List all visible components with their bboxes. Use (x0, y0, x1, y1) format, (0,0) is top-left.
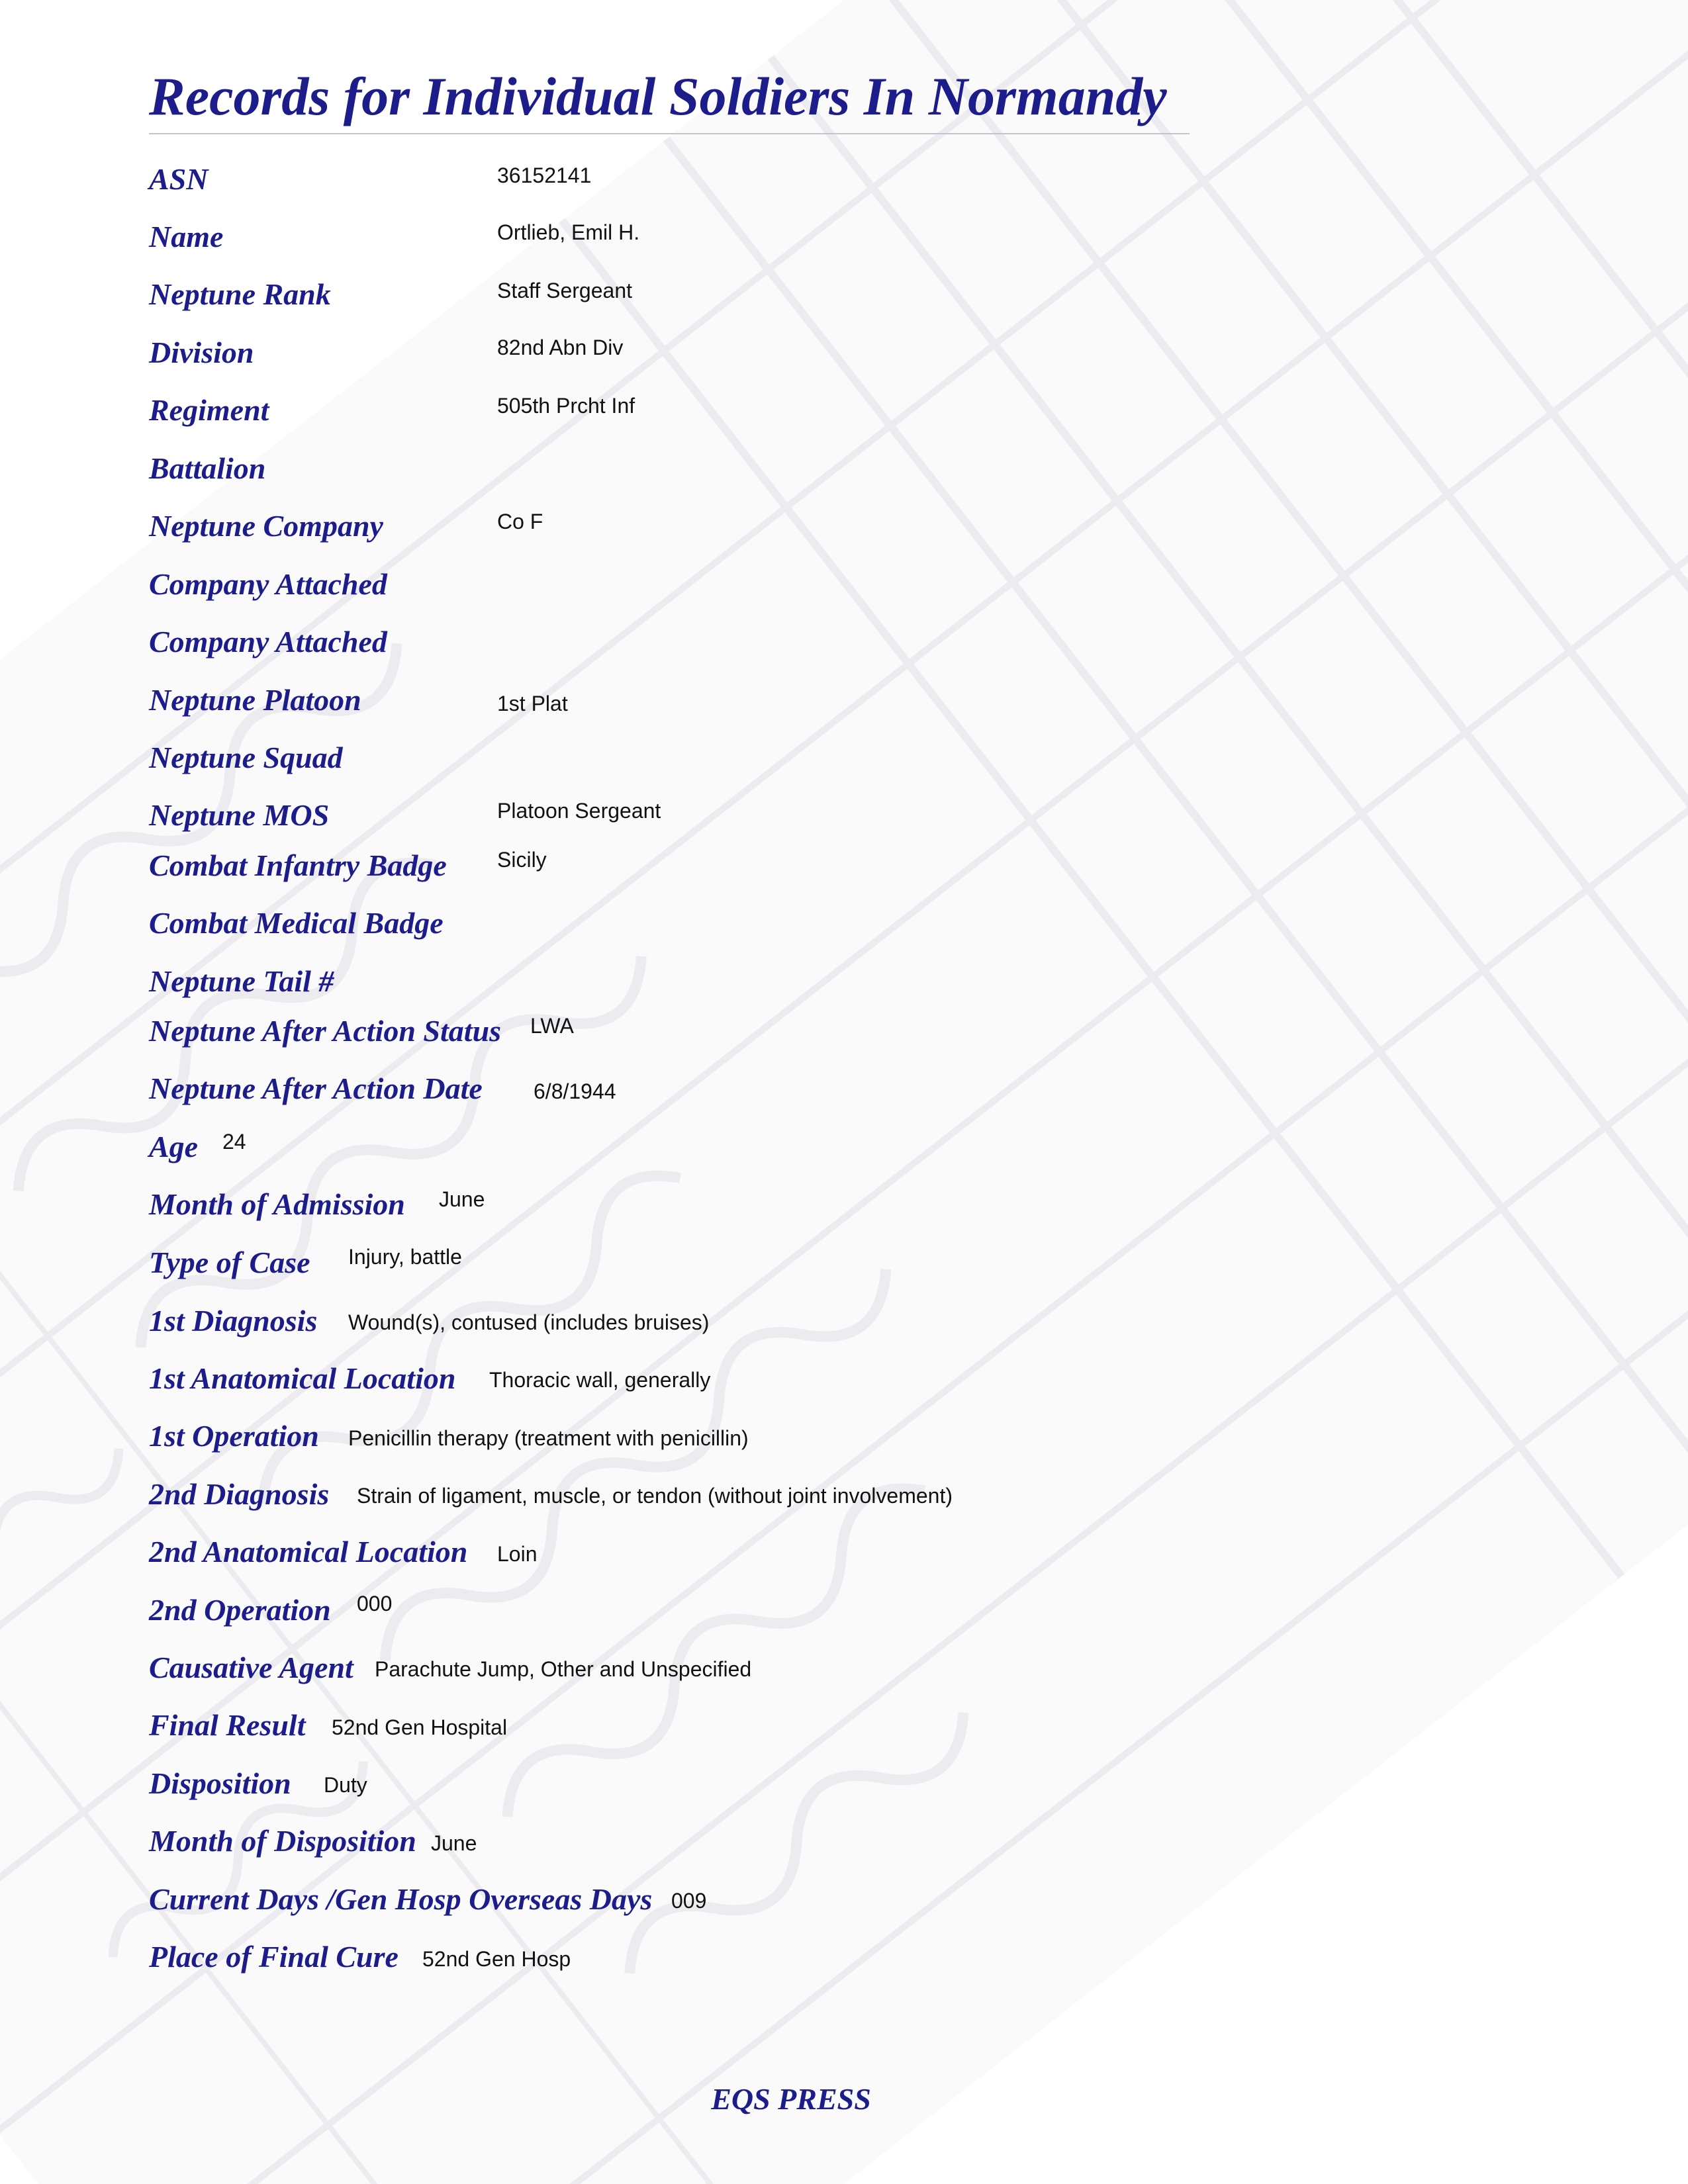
field-label: Neptune Platoon (149, 683, 361, 717)
field-label: Combat Infantry Badge (149, 848, 447, 882)
field-label: Age (149, 1130, 199, 1163)
field-label: Battalion (149, 451, 266, 485)
field-label: Month of Admission (149, 1187, 405, 1221)
field-value: 505th Prcht Inf (497, 394, 635, 418)
field-value: 36152141 (497, 163, 592, 187)
field-value: June (439, 1187, 485, 1211)
field-label: Disposition (149, 1766, 291, 1800)
field-value: 6/8/1944 (534, 1079, 616, 1103)
field-label: 1st Diagnosis (149, 1304, 318, 1338)
field-value: Duty (324, 1773, 367, 1797)
field-label: Neptune Tail # (149, 964, 334, 998)
field-value: Ortlieb, Emil H. (497, 220, 640, 244)
field-label: Place of Final Cure (149, 1940, 399, 1974)
title-divider (149, 133, 1190, 134)
field-value: Wound(s), contused (includes bruises) (348, 1310, 710, 1334)
field-value: 52nd Gen Hospital (332, 1715, 508, 1739)
field-value: Sicily (497, 848, 547, 872)
field-label: Neptune MOS (149, 798, 330, 832)
field-value: 009 (671, 1889, 707, 1913)
field-label: Name (149, 220, 224, 253)
field-value: June (431, 1831, 477, 1855)
field-label: Neptune Rank (149, 277, 331, 311)
field-value: Penicillin therapy (treatment with penicillin) (348, 1426, 749, 1450)
field-value: Strain of ligament, muscle, or tendon (without joint involvement) (357, 1484, 953, 1508)
field-value: Platoon Sergeant (497, 799, 661, 823)
page-title: Records for Individual Soldiers In Normandy (149, 66, 1167, 126)
field-value: Co F (497, 510, 543, 533)
field-label: Regiment (149, 393, 269, 427)
field-value: Thoracic wall, generally (489, 1368, 711, 1392)
field-label: Division (149, 336, 254, 369)
field-label: Causative Agent (149, 1651, 353, 1684)
field-label: 1st Operation (149, 1419, 319, 1453)
field-label: Company Attached (149, 567, 387, 601)
field-value: 82nd Abn Div (497, 336, 624, 359)
field-label: Neptune Squad (149, 741, 343, 774)
field-value: Staff Sergeant (497, 279, 632, 302)
field-label: Combat Medical Badge (149, 906, 444, 940)
field-value: 52nd Gen Hosp (422, 1947, 571, 1971)
field-label: 2nd Anatomical Location (149, 1535, 468, 1569)
field-value: Parachute Jump, Other and Unspecified (375, 1657, 752, 1681)
field-label: Current Days /Gen Hosp Overseas Days (149, 1882, 653, 1916)
field-value: Loin (497, 1542, 538, 1566)
field-value: 000 (357, 1592, 393, 1615)
field-label: 2nd Diagnosis (149, 1477, 330, 1511)
field-label: 2nd Operation (149, 1593, 331, 1627)
field-label: ASN (149, 162, 209, 196)
field-label: Type of Case (149, 1246, 310, 1279)
field-label: Neptune Company (149, 509, 383, 543)
field-value: Injury, battle (348, 1245, 462, 1269)
field-label: Neptune After Action Date (149, 1071, 483, 1105)
field-label: Company Attached (149, 625, 387, 659)
field-value: 24 (222, 1130, 246, 1154)
field-label: 1st Anatomical Location (149, 1361, 456, 1395)
field-value: 1st Plat (497, 692, 568, 715)
publisher-footer: EQS PRESS (711, 2082, 871, 2116)
field-value: LWA (530, 1014, 574, 1038)
field-label: Month of Disposition (149, 1824, 416, 1858)
field-label: Final Result (149, 1708, 306, 1742)
field-label: Neptune After Action Status (149, 1014, 502, 1048)
